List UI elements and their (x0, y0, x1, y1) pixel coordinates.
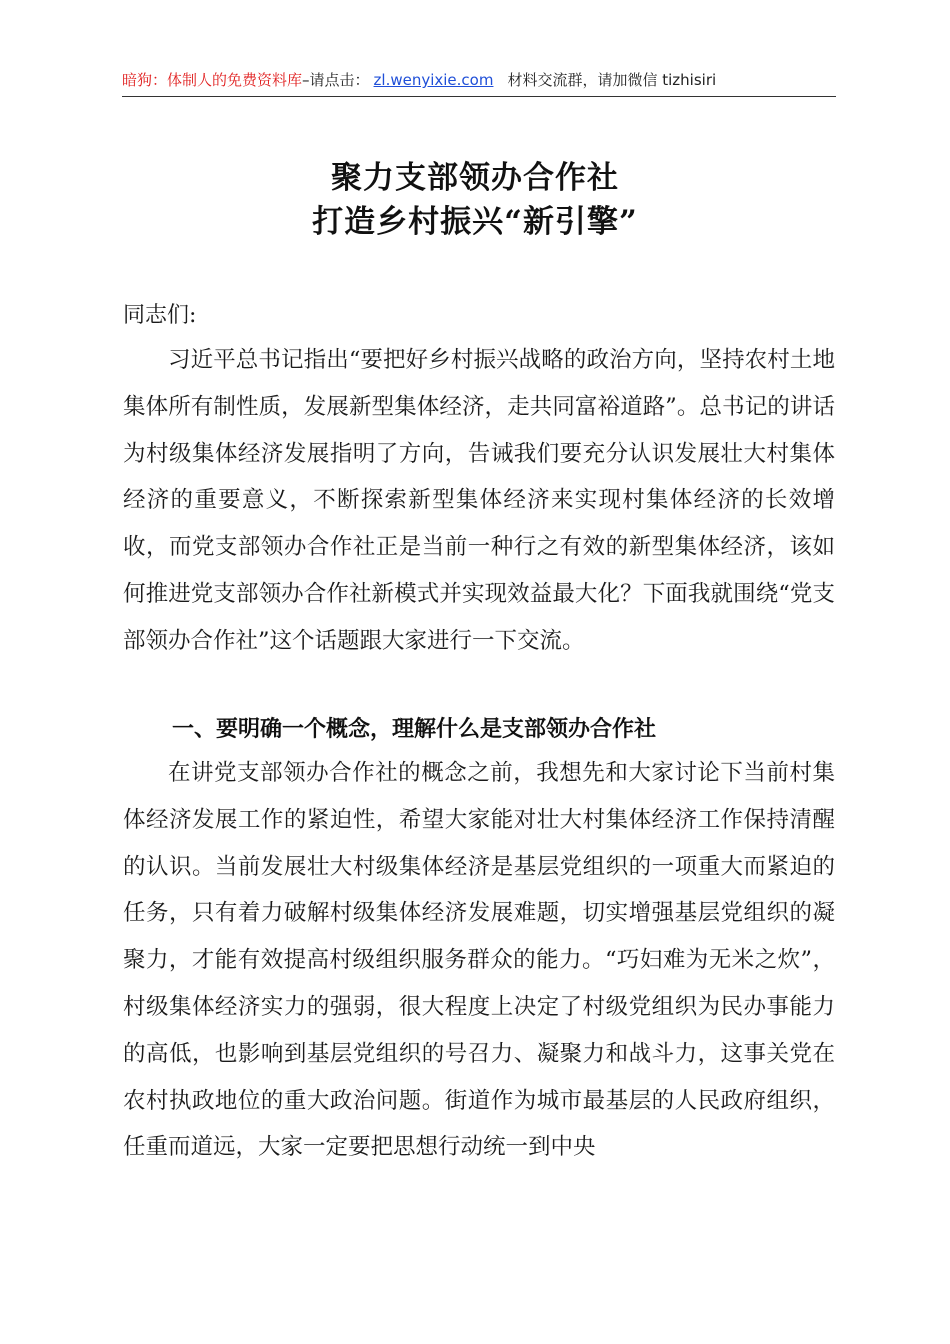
header-link[interactable]: zl.wenyixie.com (373, 71, 494, 89)
header-click-prompt: –请点击： (302, 71, 370, 89)
paragraph-section1: 在讲党支部领办合作社的概念之前，我想先和大家讨论下当前村集体经济发展工作的紧迫性，希望大家能对壮大村集体经济工作保持清醒的认识。当前发展壮大村级集体经济是基层党组织的一项重大而紧迫的任务，只有着力破解村级集体经济发展难题，切实增强基层党组织的凝聚力，才能有效提高村级组织服务群众的能力。“巧妇难为无米之炊”，村级集体经济实力的强弱，很大程度上决定了村级党组织为民办事能力的高低，也影响到基层党组织的号召力、凝聚力和战斗力，这事关党在农村执政地位的重大政治问题。街道作为城市最基层的人民政府组织，任重而道远，大家一定要把思想行动统一到中央 (123, 760, 835, 1161)
document-title-line1: 聚力支部领办合作社 (331, 160, 619, 196)
section-heading-1: 一、要明确一个概念，理解什么是支部领办合作社 (172, 717, 657, 742)
salutation: 同志们: (123, 303, 197, 328)
header-brand: 暗狗：体制人的免费资料库 (122, 71, 303, 89)
document-title-line2: 打造乡村振兴“新引擎” (312, 204, 638, 240)
paragraph-intro: 习近平总书记指出“要把好乡村振兴战略的政治方向，坚持农村土地集体所有制性质，发展新型集体经济，走共同富裕道路”。总书记的讲话为村级集体经济发展指明了方向，告诫我们要充分认识发展壮大村集体经济的重要意义，不断探索新型集体经济来实现村集体经济的长效增收，而党支部领办合作社正是当前一种行之有效的新型集体经济，该如何推进党支部领办合作社新模式并实现效益最大化？下面我就围绕“党支部领办合作社”这个话题跟大家进行一下交流。 (123, 347, 835, 654)
page-header (122, 66, 836, 97)
header-contact: 材料交流群，请加微信 tizhisiri (507, 71, 717, 89)
